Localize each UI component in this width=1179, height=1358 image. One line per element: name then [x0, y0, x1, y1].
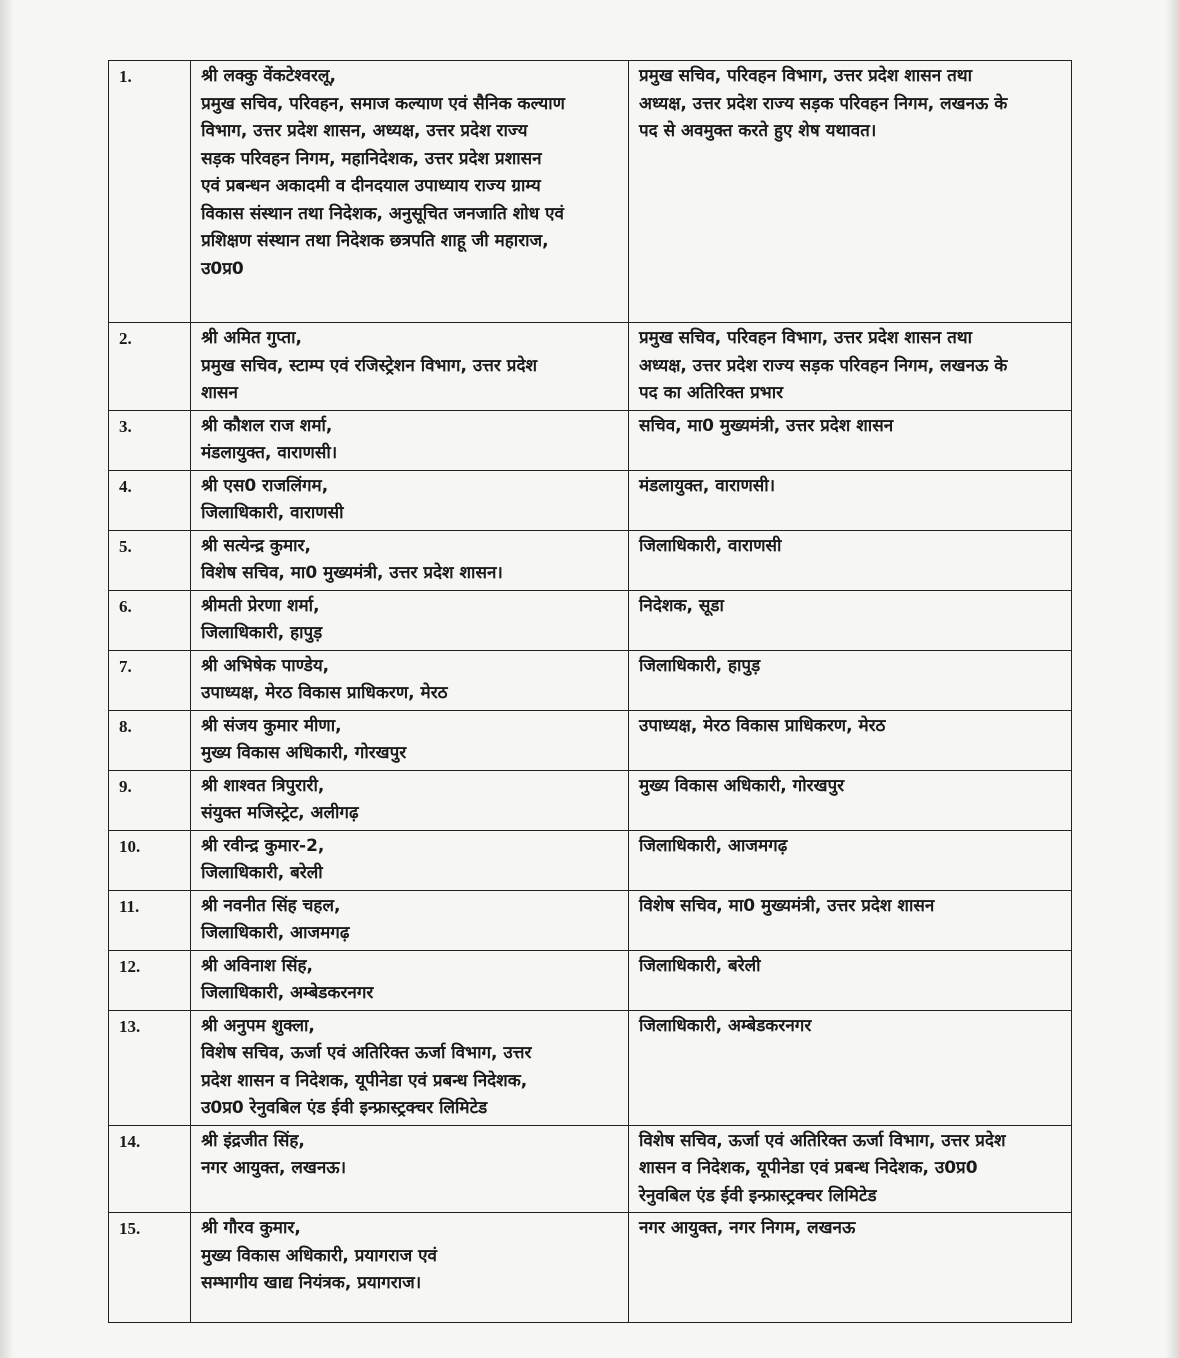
officer-current-post-cell [191, 650, 629, 710]
new-posting-line: अध्यक्ष, उत्तर प्रदेश राज्य सड़क परिवहन निगम, लखनऊ के [639, 93, 1008, 114]
page-edge-shadow-right [1165, 0, 1179, 1358]
serial-number-cell: 11. [109, 890, 191, 950]
table-row [109, 950, 1072, 1010]
officer-current-post-cell [191, 470, 629, 530]
officer-current-post-cell [191, 950, 629, 1010]
officer-name: श्रीमती प्रेरणा शर्मा, [201, 595, 320, 616]
officer-current-post-cell [191, 1125, 629, 1213]
table-row [109, 61, 1072, 323]
new-posting-line: मुख्य विकास अधिकारी, गोरखपुर [639, 775, 845, 796]
officer-current-post-cell [191, 830, 629, 890]
new-posting-cell [629, 590, 1072, 650]
new-posting-cell [629, 323, 1072, 411]
current-post-line: सड़क परिवहन निगम, महानिदेशक, उत्तर प्रदेश प्रशासन [201, 148, 542, 169]
new-posting-line: जिलाधिकारी, वाराणसी [639, 535, 782, 556]
officer-current-post-cell [191, 1010, 629, 1125]
current-post-line: उ0प्र0 रेनुवबिल एंड ईवी इन्फ्रास्ट्रक्चर लिमिटेड [201, 1098, 488, 1118]
officer-name: श्री एस0 राजलिंगम, [201, 475, 329, 496]
current-post-line: मंडलायुक्त, वाराणसी। [201, 443, 338, 463]
new-posting-line: सचिव, मा0 मुख्यमंत्री, उत्तर प्रदेश शासन [639, 415, 894, 436]
serial-number-cell: 5. [109, 530, 191, 590]
current-post-line: सम्भागीय खाद्य नियंत्रक, प्रयागराज। [201, 1273, 422, 1293]
current-post-line: विशेष सचिव, ऊर्जा एवं अतिरिक्त ऊर्जा विभाग, उत्तर [201, 1043, 532, 1063]
serial-number-cell: 9. [109, 770, 191, 830]
serial-number-cell: 2. [109, 323, 191, 411]
serial-number-cell: 10. [109, 830, 191, 890]
current-post-line: संयुक्त मजिस्ट्रेट, अलीगढ़ [201, 803, 359, 823]
table-row [109, 710, 1072, 770]
current-post-line: शासन [201, 383, 238, 403]
new-posting-cell [629, 890, 1072, 950]
new-posting-line: जिलाधिकारी, बरेली [639, 955, 761, 976]
new-posting-line: प्रमुख सचिव, परिवहन विभाग, उत्तर प्रदेश शासन तथा [639, 66, 973, 86]
new-posting-cell [629, 830, 1072, 890]
table-row [109, 410, 1072, 470]
officer-name: श्री रवीन्द्र कुमार-2, [201, 835, 325, 856]
current-post-line: जिलाधिकारी, बरेली [201, 863, 323, 883]
new-posting-line: शासन व निदेशक, यूपीनेडा एवं प्रबन्ध निदेशक, उ0प्र0 [639, 1158, 978, 1178]
current-post-line: प्रमुख सचिव, परिवहन, समाज कल्याण एवं सैनिक कल्याण [201, 93, 565, 114]
officer-current-post-cell [191, 530, 629, 590]
officer-name: श्री संजय कुमार मीणा, [201, 715, 342, 736]
serial-number-cell: 6. [109, 590, 191, 650]
new-posting-line: पद का अतिरिक्त प्रभार [639, 383, 784, 403]
officer-name: श्री लक्कु वेंकटेश्वरलू, [201, 66, 336, 86]
officer-name: श्री सत्येन्द्र कुमार, [201, 535, 311, 556]
new-posting-line: विशेष सचिव, मा0 मुख्यमंत्री, उत्तर प्रदेश शासन [639, 895, 935, 916]
new-posting-line: प्रमुख सचिव, परिवहन विभाग, उत्तर प्रदेश शासन तथा [639, 328, 973, 348]
new-posting-cell [629, 410, 1072, 470]
officer-current-post-cell [191, 323, 629, 411]
current-post-line: नगर आयुक्त, लखनऊ। [201, 1158, 347, 1178]
officer-current-post-cell [191, 710, 629, 770]
officer-name: श्री शाश्वत त्रिपुरारी, [201, 775, 325, 796]
serial-number-cell: 3. [109, 410, 191, 470]
current-post-line: मुख्य विकास अधिकारी, गोरखपुर [201, 743, 407, 763]
table-row [109, 1213, 1072, 1323]
new-posting-line: जिलाधिकारी, आजमगढ़ [639, 835, 788, 856]
serial-number-cell: 13. [109, 1010, 191, 1125]
new-posting-line: उपाध्यक्ष, मेरठ विकास प्राधिकरण, मेरठ [639, 715, 886, 736]
serial-number-cell: 12. [109, 950, 191, 1010]
serial-number-cell: 15. [109, 1213, 191, 1323]
officer-name: श्री अभिषेक पाण्डेय, [201, 655, 330, 676]
new-posting-cell [629, 530, 1072, 590]
table-row [109, 323, 1072, 411]
new-posting-cell [629, 650, 1072, 710]
transfer-orders-table [108, 60, 1072, 1323]
new-posting-cell [629, 1213, 1072, 1323]
current-post-line: जिलाधिकारी, हापुड़ [201, 623, 323, 643]
new-posting-line: पद से अवमुक्त करते हुए शेष यथावत। [639, 121, 877, 141]
officer-current-post-cell [191, 770, 629, 830]
transfer-orders-body [109, 61, 1072, 1323]
new-posting-cell [629, 470, 1072, 530]
officer-name: श्री कौशल राज शर्मा, [201, 415, 333, 436]
officer-current-post-cell [191, 890, 629, 950]
officer-name: श्री अमित गुप्ता, [201, 328, 302, 348]
current-post-line: जिलाधिकारी, अम्बेडकरनगर [201, 983, 374, 1003]
new-posting-cell [629, 950, 1072, 1010]
officer-name: श्री नवनीत सिंह चहल, [201, 895, 341, 916]
table-row [109, 770, 1072, 830]
officer-current-post-cell [191, 1213, 629, 1323]
new-posting-cell [629, 1010, 1072, 1125]
page-edge-shadow-left [0, 0, 14, 1358]
current-post-line: विकास संस्थान तथा निदेशक, अनुसूचित जनजाति शोध एवं [201, 203, 564, 224]
new-posting-cell [629, 770, 1072, 830]
serial-number-cell: 8. [109, 710, 191, 770]
current-post-line: जिलाधिकारी, आजमगढ़ [201, 923, 350, 943]
officer-current-post-cell [191, 61, 629, 323]
table-row [109, 890, 1072, 950]
current-post-line: उ0प्र0 [201, 258, 244, 279]
new-posting-cell [629, 61, 1072, 323]
table-row [109, 1010, 1072, 1125]
table-row [109, 590, 1072, 650]
current-post-line: मुख्य विकास अधिकारी, प्रयागराज एवं [201, 1245, 437, 1266]
new-posting-line: नगर आयुक्त, नगर निगम, लखनऊ [639, 1218, 856, 1238]
current-post-line: विशेष सचिव, मा0 मुख्यमंत्री, उत्तर प्रदेश शासन। [201, 563, 503, 583]
current-post-line: विभाग, उत्तर प्रदेश शासन, अध्यक्ष, उत्तर प्रदेश राज्य [201, 121, 528, 141]
serial-number-cell: 1. [109, 61, 191, 323]
officer-current-post-cell [191, 590, 629, 650]
serial-number-cell: 14. [109, 1125, 191, 1213]
new-posting-line: अध्यक्ष, उत्तर प्रदेश राज्य सड़क परिवहन निगम, लखनऊ के [639, 355, 1008, 376]
current-post-line: प्रशिक्षण संस्थान तथा निदेशक छत्रपति शाहू जी महाराज, [201, 231, 549, 251]
current-post-line: प्रदेश शासन व निदेशक, यूपीनेडा एवं प्रबन्ध निदेशक, [201, 1070, 528, 1091]
officer-name: श्री अविनाश सिंह, [201, 955, 313, 976]
table-row [109, 530, 1072, 590]
serial-number-cell: 4. [109, 470, 191, 530]
table-row [109, 470, 1072, 530]
table-row [109, 830, 1072, 890]
officer-current-post-cell [191, 410, 629, 470]
new-posting-line: जिलाधिकारी, अम्बेडकरनगर [639, 1015, 812, 1036]
current-post-line: एवं प्रबन्धन अकादमी व दीनदयाल उपाध्याय राज्य ग्राम्य [201, 176, 541, 196]
new-posting-line: मंडलायुक्त, वाराणसी। [639, 475, 776, 496]
new-posting-line: रेनुवबिल एंड ईवी इन्फ्रास्ट्रक्चर लिमिटेड [639, 1185, 877, 1206]
table-row [109, 650, 1072, 710]
current-post-line: प्रमुख सचिव, स्टाम्प एवं रजिस्ट्रेशन विभाग, उत्तर प्रदेश [201, 355, 538, 376]
new-posting-line: विशेष सचिव, ऊर्जा एवं अतिरिक्त ऊर्जा विभाग, उत्तर प्रदेश [639, 1130, 1006, 1151]
new-posting-line: जिलाधिकारी, हापुड़ [639, 655, 761, 676]
new-posting-cell [629, 710, 1072, 770]
table-row [109, 1125, 1072, 1213]
officer-name: श्री इंद्रजीत सिंह, [201, 1130, 305, 1151]
current-post-line: जिलाधिकारी, वाराणसी [201, 503, 344, 523]
new-posting-line: निदेशक, सूडा [639, 595, 724, 616]
officer-name: श्री अनुपम शुक्ला, [201, 1015, 315, 1036]
current-post-line: उपाध्यक्ष, मेरठ विकास प्राधिकरण, मेरठ [201, 683, 448, 703]
serial-number-cell: 7. [109, 650, 191, 710]
officer-name: श्री गौरव कुमार, [201, 1218, 301, 1238]
new-posting-cell [629, 1125, 1072, 1213]
